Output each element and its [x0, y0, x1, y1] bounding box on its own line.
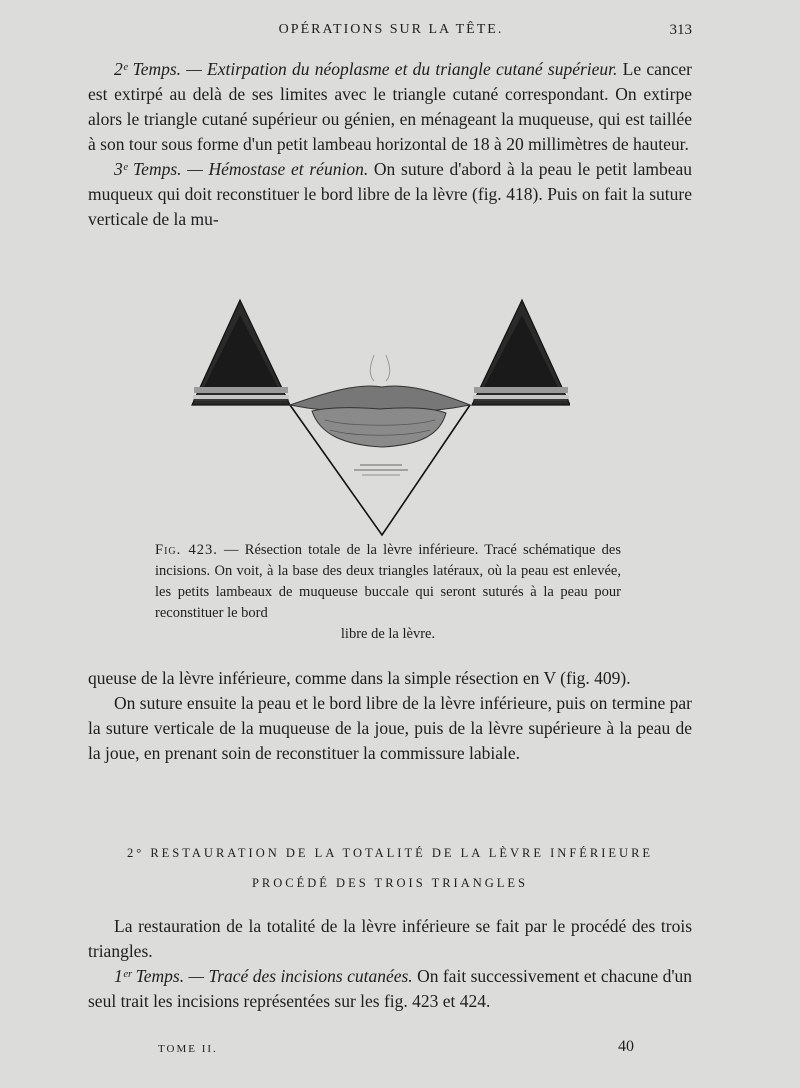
paragraph-suture: On suture ensuite la peau et le bord libre de la lèvre inférieure, puis on termine par la suture verticale de la muqueuse de la joue, puis de la lèvre supérieure à la peau de la joue, en prenant soin de reconstituer la commissure labiale.	[88, 693, 692, 763]
figure-caption	[155, 540, 621, 645]
footer-signature: 40	[618, 1038, 634, 1055]
section-heading: 2° RESTAURATION DE LA TOTALITÉ DE LA LÈVRE INFÉRIEURE	[126, 846, 654, 860]
running-header	[90, 22, 692, 42]
paragraph-restauration: La restauration de la totalité de la lèvre inférieure se fait par le procédé des trois triangles.	[88, 916, 692, 961]
paragraph-temps-1	[88, 964, 692, 1014]
caption-last-line: libre de la lèvre.	[340, 626, 436, 642]
page-number: 313	[669, 22, 692, 38]
paragraph-continuation: queuse de la lèvre inférieure, comme dans la simple résection en V (fig. 409).	[88, 668, 631, 688]
body-text-bottom	[88, 914, 692, 1014]
footer-volume: TOME II.	[158, 1043, 218, 1055]
paragraph-lead: 1ᵉʳ Temps. — Tracé des incisions cutanées.	[114, 966, 413, 986]
paragraph-lead: 2ᵉ Temps. — Extirpation du néoplasme et du triangle cutané supérieur.	[114, 59, 618, 79]
paragraph-temps-2	[88, 57, 692, 157]
paragraph-temps-3	[88, 157, 692, 232]
paragraph-body: On fait successivement et chacune d'un seul trait les incisions représentées sur les fig. 423 et 424.	[88, 966, 692, 1011]
body-text-top	[88, 57, 692, 232]
section-subheading: PROCÉDÉ DES TROIS TRIANGLES	[251, 876, 529, 890]
figure-423-illustration	[190, 295, 570, 540]
paragraph-body: On suture d'abord à la peau le petit lambeau muqueux qui doit reconstituer le bord libre de la lèvre (fig. 418). Puis on fait la suture verticale de la mu-	[88, 159, 693, 229]
caption-text: — Résection totale de la lèvre inférieure. Tracé schématique des incisions. On voit, à la base des deux triangles latéraux, où la peau est enlevée, les petits lambeaux de muqueuse buccale qui seront suturés à la peau pour reconstituer le bord	[155, 542, 622, 621]
body-text-middle	[88, 666, 692, 766]
running-title: OPÉRATIONS SUR LA TÊTE.	[278, 22, 504, 37]
paragraph-body: Le cancer est extirpé au delà de ses limites avec le triangle cutané correspondant. On extirpe alors le triangle cutané supérieur ou génien, en ménageant la muqueuse, qui est taillée à son tour sous forme d'un petit lambeau horizontal de 18 à 20 millimètres de hauteur.	[88, 59, 692, 154]
paragraph-lead: 3ᵉ Temps. — Hémostase et réunion.	[114, 159, 369, 179]
figure-label: Fig. 423.	[155, 542, 218, 558]
